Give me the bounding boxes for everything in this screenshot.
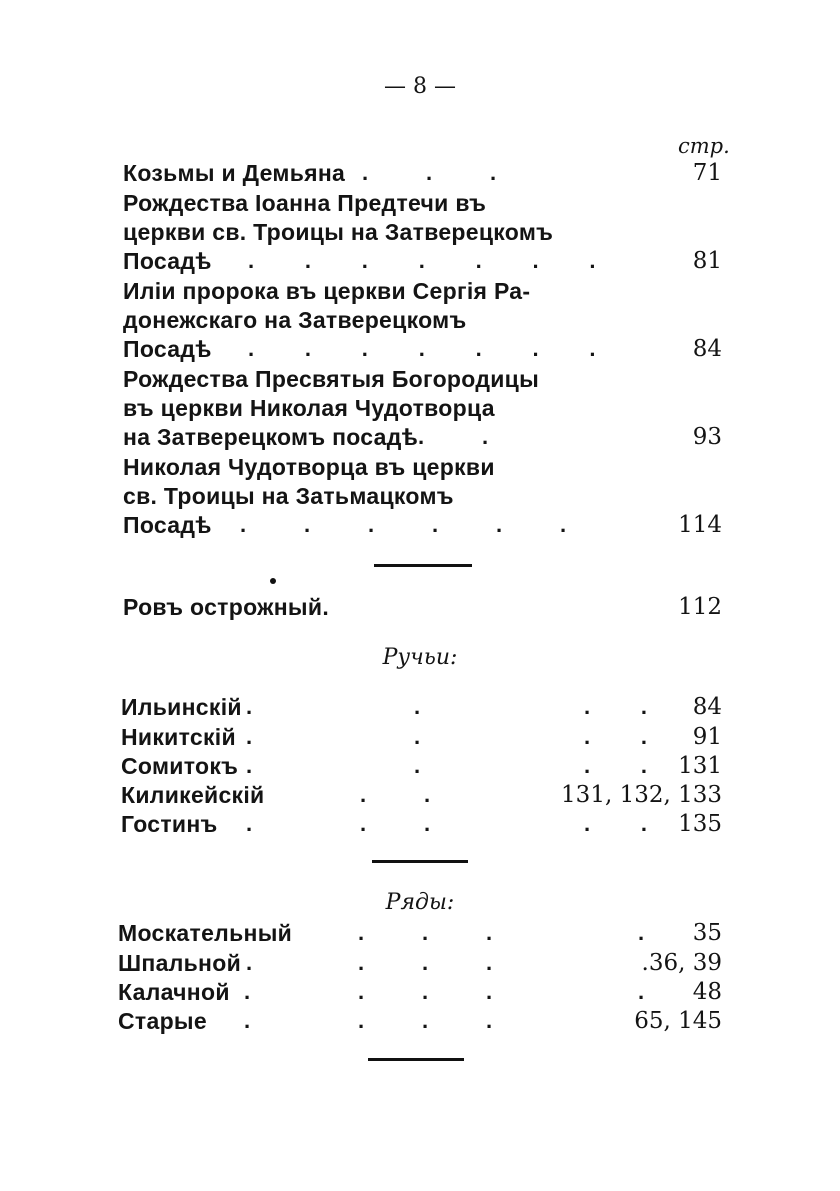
leader-dots: . . .	[358, 920, 494, 945]
leader-dots: . . . . . .	[240, 512, 568, 537]
entry-1-page: 71	[692, 160, 722, 186]
entry-2-line-1: Рождества Іоанна Предтечи въ	[123, 190, 487, 216]
page-number: — 8 —	[384, 74, 456, 99]
section-divider	[374, 564, 472, 567]
ruchi-item-2-pages: 91	[692, 724, 722, 750]
ruchi-item-5-name: Гостинъ	[121, 811, 218, 837]
entry-3-line-2: донежскаго на Затверецкомъ	[123, 307, 467, 333]
entry-4-page: 93	[692, 424, 722, 450]
ryady-item-2-pages: .36, 39	[641, 950, 722, 976]
leader-dots: . .	[418, 424, 490, 449]
leader-dots: .	[246, 694, 254, 719]
leader-dots: . .	[360, 782, 432, 807]
leader-dots: . .	[584, 694, 649, 719]
ruchi-item-4-pages: 131, 132, 133	[561, 782, 722, 808]
entry-5-page: 114	[678, 512, 722, 538]
rov-page: 112	[678, 594, 722, 620]
entry-4-line-2: въ церкви Николая Чудотворца	[123, 395, 495, 421]
leader-dots: .	[246, 724, 254, 749]
ryady-heading: Ряды:	[385, 890, 455, 915]
entry-5-line-1: Николая Чудотворца въ церкви	[123, 454, 495, 480]
ryady-item-4-name: Старые	[118, 1008, 207, 1034]
leader-dots: .	[638, 920, 646, 945]
ruchi-item-4-name: Киликейскій	[121, 782, 265, 808]
ruchi-item-1-name: Ильинскій	[121, 694, 242, 720]
ryady-item-4-pages: 65, 145	[634, 1008, 722, 1034]
ruchi-item-5-pages: 135	[678, 811, 722, 837]
leader-dots: . . .	[362, 160, 498, 185]
ruchi-item-3-name: Сомитокъ	[121, 753, 239, 779]
leader-dots: .	[246, 950, 254, 975]
leader-dots: .	[638, 979, 646, 1004]
column-header-page: стр.	[678, 134, 730, 158]
entry-3-line-3: Посадѣ	[123, 336, 212, 362]
entry-1-line-1: Козьмы и Демьяна	[123, 160, 346, 186]
leader-dots: .	[246, 753, 254, 778]
leader-dots: . .	[584, 753, 649, 778]
leader-dots: .	[414, 724, 422, 749]
leader-dots: . .	[584, 811, 649, 836]
leader-dots: .	[244, 1008, 252, 1033]
ryady-item-3-pages: 48	[692, 979, 722, 1005]
entry-4-line-3: на Затверецкомъ посадѣ	[123, 424, 419, 450]
leader-dots: .	[414, 694, 422, 719]
entry-3-line-1: Иліи пророка въ церкви Сергія Ра-	[123, 278, 531, 304]
entry-2-line-2: церкви св. Троицы на Затверецкомъ	[123, 219, 554, 245]
ruchi-heading: Ручьи:	[382, 645, 458, 670]
entry-2-page: 81	[692, 248, 722, 274]
leader-dots: . .	[584, 724, 649, 749]
ryady-item-1-pages: 35	[692, 920, 722, 946]
entry-3-page: 84	[692, 336, 722, 362]
entry-4-line-1: Рождества Пресвятыя Богородицы	[123, 366, 540, 392]
rov-label: Ровъ острожный.	[123, 594, 330, 620]
leader-dots: .	[246, 811, 254, 836]
leader-dots: . .	[360, 811, 432, 836]
ruchi-item-1-pages: 84	[692, 694, 722, 720]
leader-dots: . . .	[358, 950, 494, 975]
leader-dots: . . . . . . .	[248, 248, 597, 273]
ryady-item-3-name: Калачной	[118, 979, 230, 1005]
ryady-item-1-name: Москательный	[118, 920, 293, 946]
leader-dots: .	[244, 979, 252, 1004]
stray-dot	[270, 578, 276, 584]
entry-2-line-3: Посадѣ	[123, 248, 212, 274]
ruchi-item-3-pages: 131	[678, 753, 722, 779]
leader-dots: . . . . . . .	[248, 336, 597, 361]
leader-dots: . . .	[358, 1008, 494, 1033]
section-divider	[372, 860, 468, 863]
leader-dots: .	[414, 753, 422, 778]
ruchi-item-2-name: Никитскій	[121, 724, 236, 750]
entry-5-line-3: Посадѣ	[123, 512, 212, 538]
ryady-item-2-name: Шпальной	[118, 950, 242, 976]
entry-5-line-2: св. Троицы на Затьмацкомъ	[123, 483, 454, 509]
leader-dots: . . .	[358, 979, 494, 1004]
section-divider	[368, 1058, 464, 1061]
